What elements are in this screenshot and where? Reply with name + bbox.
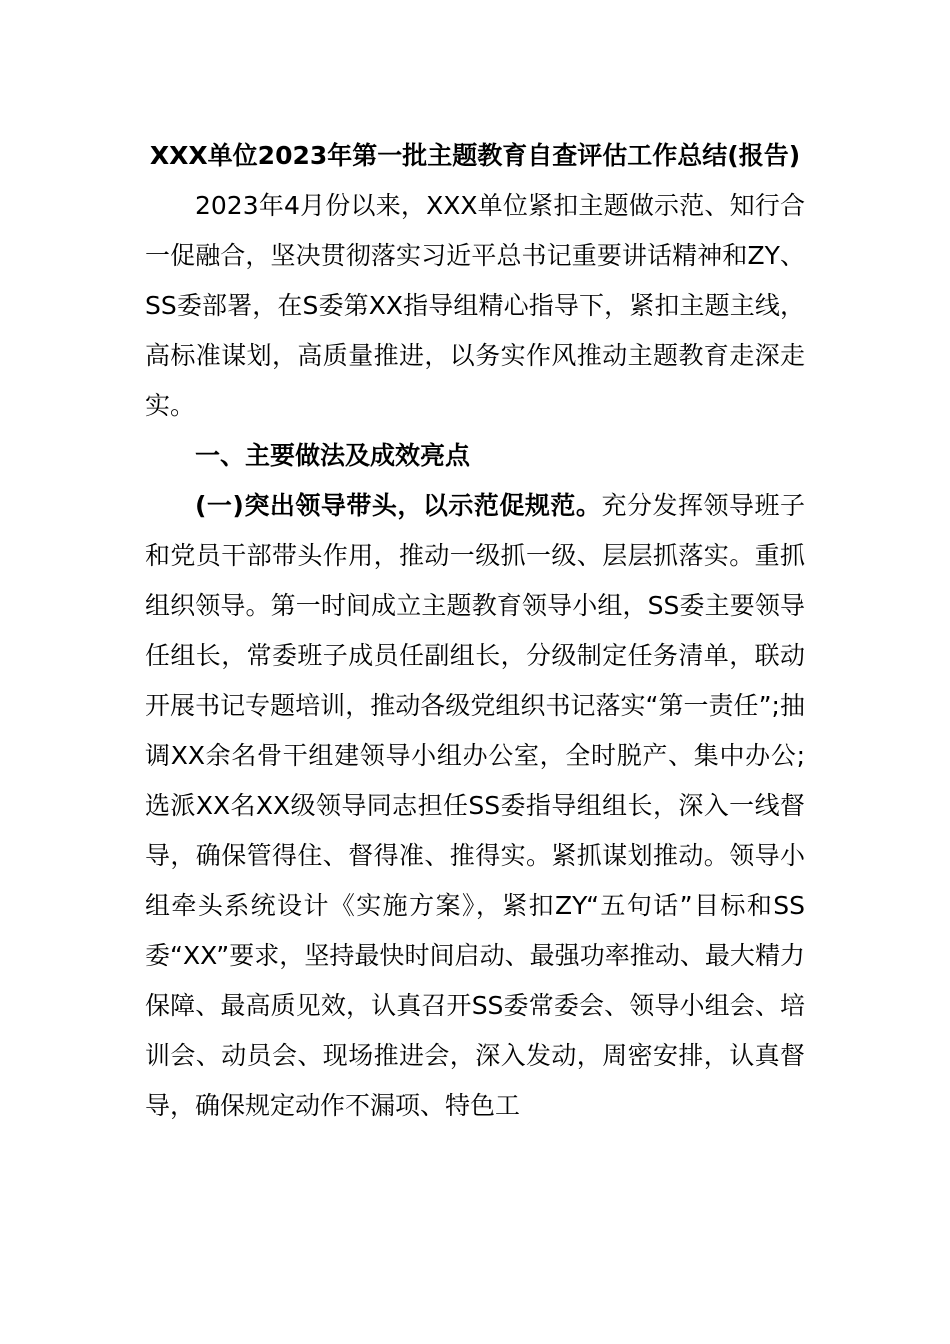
document-body — [145, 131, 805, 1131]
section-1-1-body: 充分发挥领导班子和党员干部带头作用，推动一级抓一级、层层抓落实。重抓组织领导。第一时间成立主题教育领导小组，SS委主要领导任组长，常委班子成员任副组长，分级制定任务清单，联动开展书记专题培训，推动各级党组织书记落实“第一责任”;抽调XX余名骨干组建领导小组办公室，全时脱产、集中办公;选派XX名XX级领导同志担任SS委指导组组长，深入一线督导，确保管得住、督得准、推得实。紧抓谋划推动。领导小组牵头系统设计《实施方案》，紧扣ZY“五句话”目标和SS委“XX”要求，坚持最快时间启动、最强功率推动、最大精力保障、最高质见效，认真召开SS委常委会、领导小组会、培训会、动员会、现场推进会，深入发动，周密安排，认真督导，确保规定动作不漏项、特色工 — [145, 491, 805, 1120]
section-1-1-paragraph — [145, 481, 805, 1131]
section-1-1-lead: (一)突出领导带头，以示范促规范。 — [195, 491, 602, 520]
document-title: XXX单位2023年第一批主题教育自查评估工作总结(报告) — [149, 141, 801, 170]
section-heading-1: 一、主要做法及成效亮点 — [195, 441, 471, 470]
intro-paragraph: 2023年4月份以来，XXX单位紧扣主题做示范、知行合一促融合，坚决贯彻落实习近平总书记重要讲话精神和ZY、SS委部署，在S委第XX指导组精心指导下，紧扣主题主线，高标准谋划，高质量推进，以务实作风推动主题教育走深走实。 — [145, 191, 805, 420]
